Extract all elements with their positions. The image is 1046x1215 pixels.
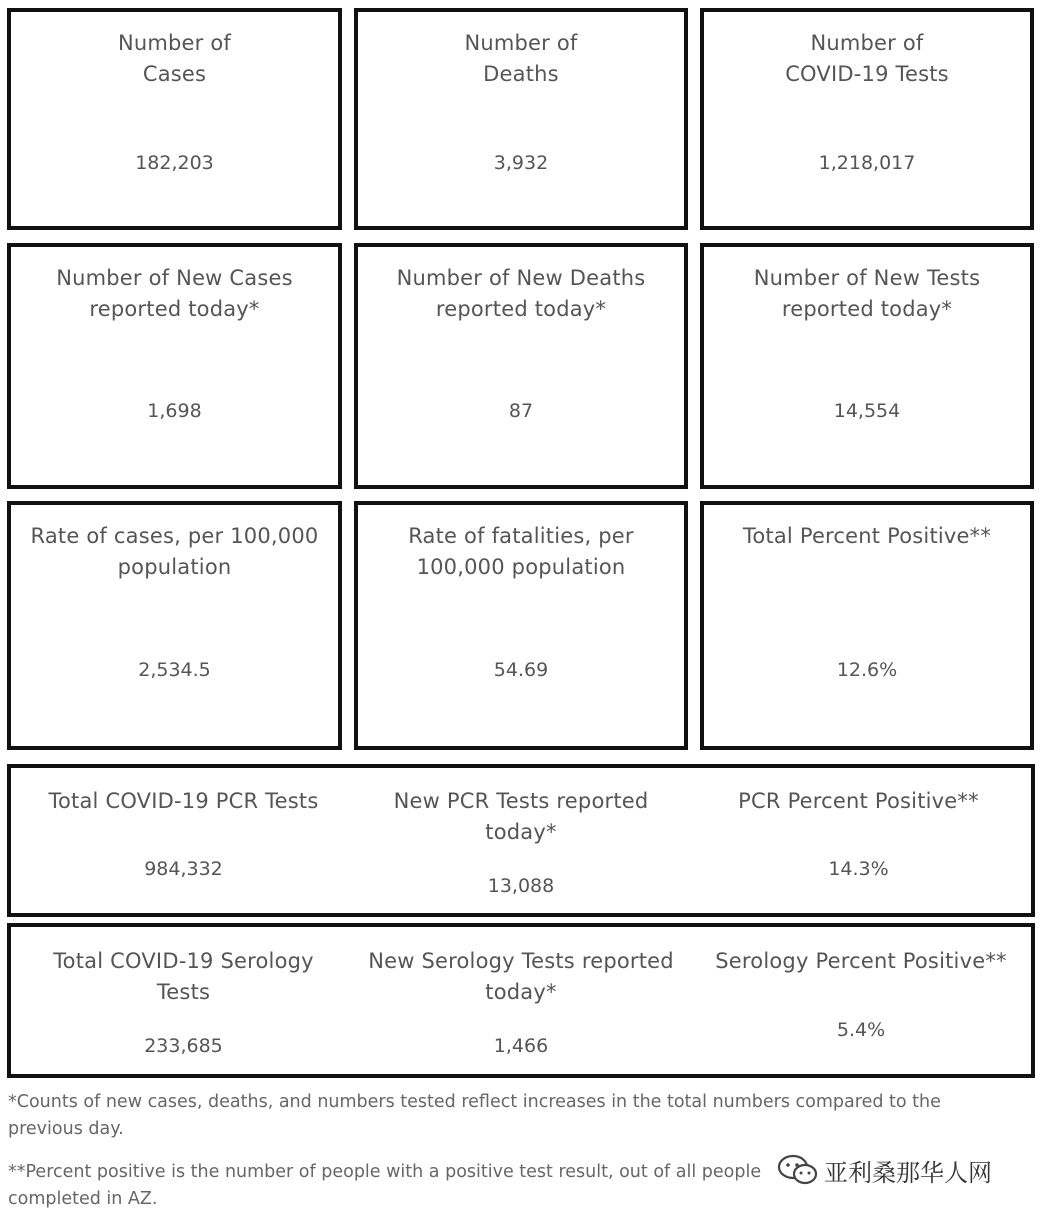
stat-card-deaths: [354, 8, 688, 230]
stat-value: 13,088: [487, 875, 555, 897]
serology-percent-col: [686, 927, 1036, 1074]
pcr-percent-col: [686, 768, 1031, 913]
footnote-percent-positive: **Percent positive is the number of people with a positive test result, out of all people completed in AZ.: [8, 1162, 762, 1209]
wechat-icon: [776, 1153, 820, 1187]
stat-label: Serology Percent Positive**: [715, 949, 1007, 973]
stat-label: Number of New Tests reported today*: [753, 266, 981, 321]
serology-tests-panel: [7, 923, 1035, 1078]
watermark: [776, 1150, 992, 1190]
stat-value: 12.6%: [836, 659, 898, 681]
stat-label: Rate of cases, per 100,000 population: [30, 524, 319, 579]
stat-card-tests: [700, 8, 1034, 230]
stat-card-fatality-rate: [354, 501, 688, 750]
stat-label: Number of COVID-19 Tests: [785, 31, 949, 86]
stat-value: 1,218,017: [818, 152, 916, 174]
stat-label: Number of Cases: [117, 31, 232, 86]
stat-label: New PCR Tests reported today*: [393, 789, 649, 844]
stat-card-new-cases: [7, 243, 342, 489]
serology-total-col: [11, 927, 356, 1074]
watermark-text: 亚利桑那华人网: [824, 1158, 992, 1187]
stat-label: Number of New Cases reported today*: [56, 266, 293, 321]
footnote-new-counts: *Counts of new cases, deaths, and numbers tested reflect increases in the total numbers compared to the previous day.: [8, 1092, 941, 1139]
stat-label: Total COVID-19 Serology Tests: [53, 949, 314, 1004]
stat-label: PCR Percent Positive**: [738, 789, 979, 813]
stat-value: 182,203: [135, 152, 214, 174]
stat-value: 1,698: [147, 400, 202, 422]
stat-card-new-deaths: [354, 243, 688, 489]
stat-label: Number of New Deaths reported today*: [396, 266, 646, 321]
stat-card-total-percent-positive: [700, 501, 1034, 750]
stat-value: 233,685: [144, 1035, 223, 1057]
stat-value: 14,554: [833, 400, 901, 422]
stat-value: 14.3%: [828, 858, 889, 880]
stat-card-case-rate: [7, 501, 342, 750]
stat-label: Rate of fatalities, per 100,000 population: [408, 524, 634, 579]
pcr-new-col: [356, 768, 686, 913]
stat-label: Total Percent Positive**: [742, 524, 992, 548]
stat-card-new-tests: [700, 243, 1034, 489]
pcr-total-col: [11, 768, 356, 913]
pcr-tests-panel: [7, 764, 1035, 917]
stat-label: Number of Deaths: [464, 31, 578, 86]
stat-value: 87: [508, 400, 534, 422]
stat-card-cases: [7, 8, 342, 230]
stat-value: 984,332: [144, 858, 223, 880]
stat-label: Total COVID-19 PCR Tests: [48, 789, 319, 813]
stat-value: 54.69: [493, 659, 549, 681]
stat-value: 3,932: [493, 152, 549, 174]
stat-value: 1,466: [493, 1035, 549, 1057]
stat-value: 2,534.5: [138, 659, 211, 681]
stat-label: New Serology Tests reported today*: [368, 949, 674, 1004]
serology-new-col: [356, 927, 686, 1074]
stat-value: 5.4%: [836, 1019, 886, 1041]
